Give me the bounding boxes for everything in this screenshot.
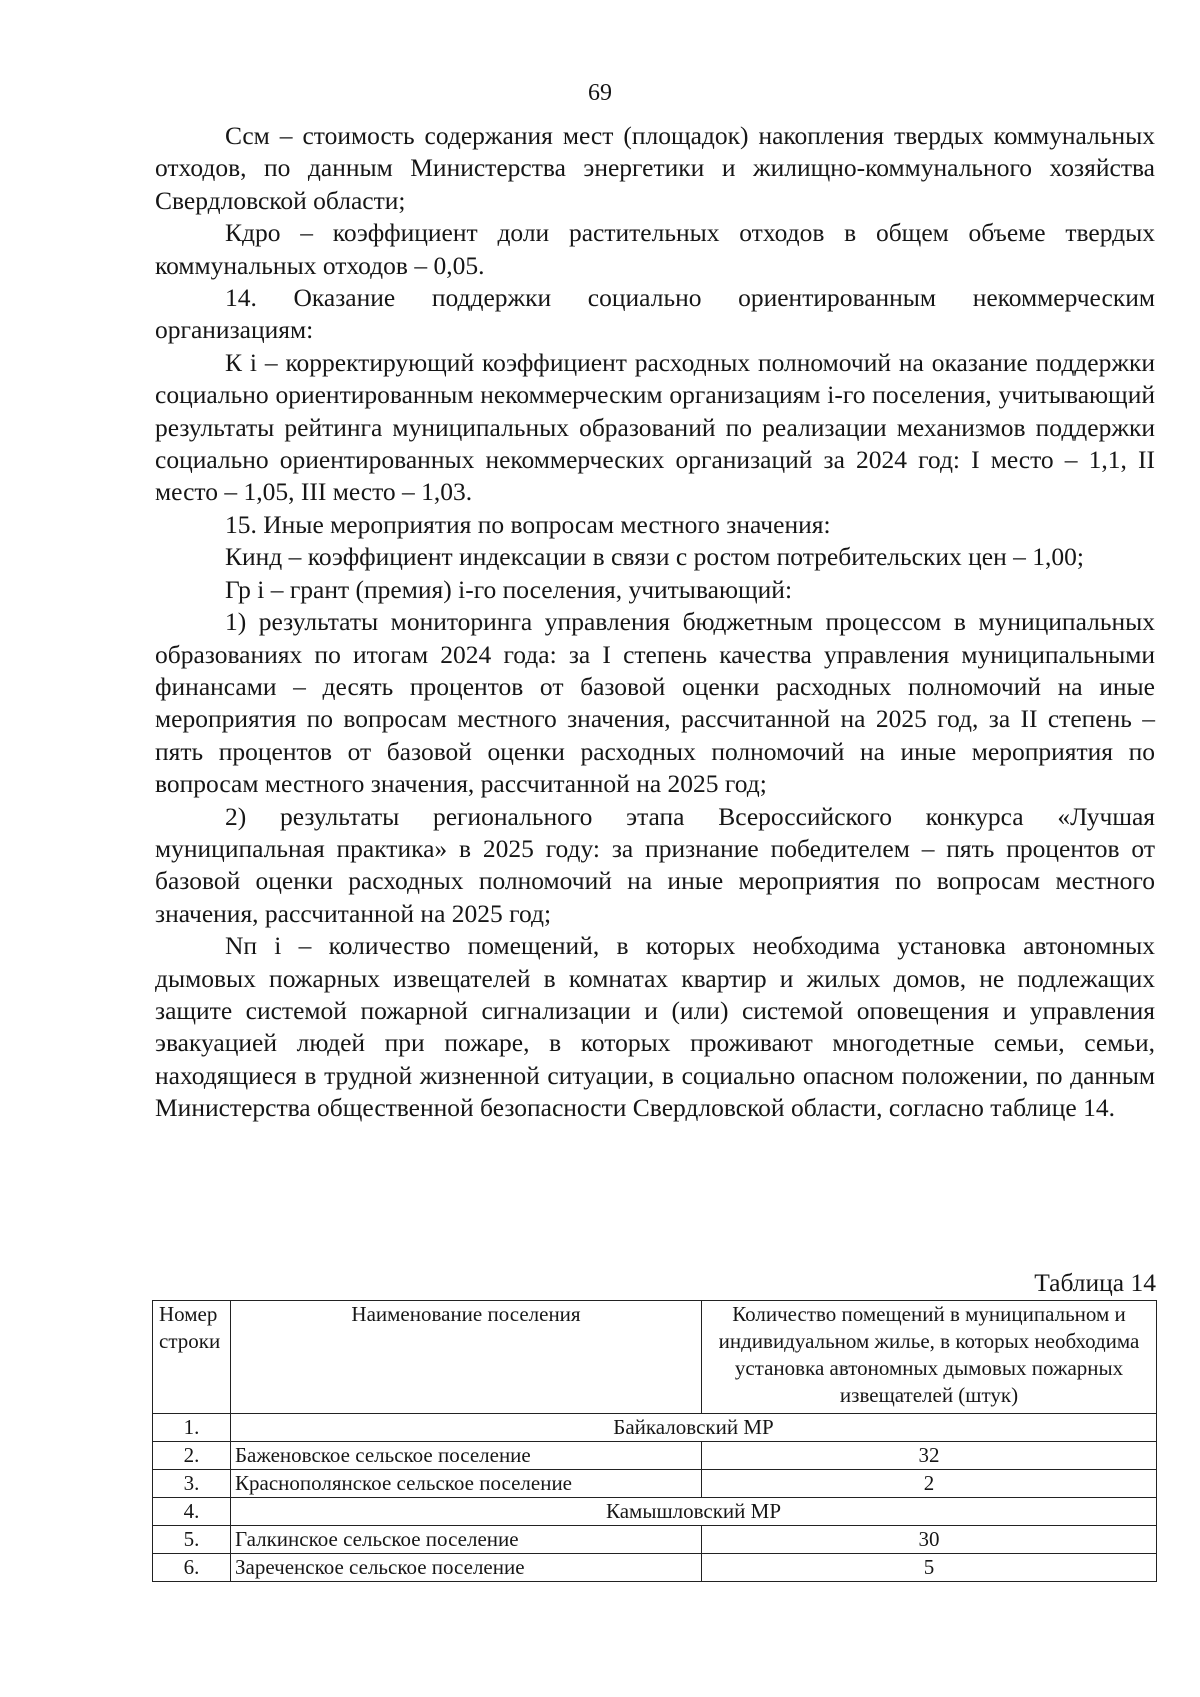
paragraph-grant-item-2: 2) результаты регионального этапа Всероссийского конкурса «Лучшая муниципальная практика» в 2025 году: за признание победителем – пять процентов от базовой оценки расходных полномочий на иные мероприятия по вопросам местного значения, рассчитанной на 2025 год;	[155, 801, 1155, 928]
table-row	[153, 1442, 1157, 1470]
row-number: 4.	[153, 1498, 231, 1526]
row-number: 1.	[153, 1414, 231, 1442]
settlement-name: Зареченское сельское поселение	[231, 1554, 702, 1582]
premises-count: 30	[702, 1526, 1157, 1554]
premises-count: 2	[702, 1470, 1157, 1498]
table-row	[153, 1498, 1157, 1526]
row-number: 6.	[153, 1554, 231, 1582]
district-group-label: Камышловский МР	[231, 1498, 1157, 1526]
table-row	[153, 1470, 1157, 1498]
row-number: 5.	[153, 1526, 231, 1554]
table-row	[153, 1414, 1157, 1442]
paragraph-gr-definition: Гр i – грант (премия) i-го поселения, учитывающий:	[225, 574, 793, 604]
body-text	[155, 120, 1155, 1125]
settlement-name: Баженовское сельское поселение	[231, 1442, 702, 1470]
premises-count: 32	[702, 1442, 1157, 1470]
paragraph-section-15-heading: 15. Иные мероприятия по вопросам местного значения:	[225, 509, 831, 539]
row-number: 3.	[153, 1470, 231, 1498]
page-number: 69	[588, 80, 612, 106]
paragraph-kdro-definition: Кдро – коэффициент доли растительных отходов в общем объеме твердых коммунальных отходов – 0,05.	[155, 218, 1155, 280]
paragraph-grant-item-1: 1) результаты мониторинга управления бюджетным процессом в муниципальных образованиях по итогам 2024 года: за I степень качества управления муниципальными финансами – десять процентов от базовой оценки расходных полномочий на иные мероприятия по вопросам местного значения, рассчитанной на 2025 год, за II степень – пять процентов от базовой оценки расходных полномочий на иные мероприятия по вопросам местного значения, рассчитанной на 2025 год;	[155, 607, 1155, 799]
paragraph-np-definition: Nп i – количество помещений, в которых необходима установка автономных дымовых пожарных извещателей в комнатах квартир и жилых домов, не подлежащих защите системой пожарной сигнализации и (или) системой оповещения и управления эвакуацией людей при пожаре, в которых проживают многодетные семьи, семьи, находящиеся в трудной жизненной ситуации, в социально опасном положении, по данным Министерства общественной безопасности Свердловской области, согласно таблице 14.	[155, 931, 1155, 1123]
table-row	[153, 1526, 1157, 1554]
paragraph-ssm-definition: Ссм – стоимость содержания мест (площадок) накопления твердых коммунальных отходов, по данным Министерства энергетики и жилищно-коммунального хозяйства Свердловской области;	[155, 121, 1155, 215]
paragraph-ki-definition: К i – корректирующий коэффициент расходных полномочий на оказание поддержки социально ориентированным некоммерческим организациям i-го поселения, учитывающий результаты рейтинга муниципальных образований по реализации механизмов поддержки социально ориентированных некоммерческих организаций за 2024 год: I место – 1,1, II место – 1,05, III место – 1,03.	[155, 347, 1155, 507]
table-header-row	[153, 1301, 1157, 1414]
settlements-table	[152, 1300, 1157, 1582]
table-caption: Таблица 14	[1034, 1268, 1156, 1297]
premises-count: 5	[702, 1554, 1157, 1582]
header-row-number: Номер строки	[153, 1301, 231, 1414]
row-number: 2.	[153, 1442, 231, 1470]
header-premises-count: Количество помещений в муниципальном и индивидуальном жилье, в которых необходима установка автономных дымовых пожарных извещателей (штук)	[702, 1301, 1157, 1414]
paragraph-section-14-heading: 14. Оказание поддержки социально ориентированным некоммерческим организациям:	[155, 283, 1155, 345]
header-settlement-name: Наименование поселения	[231, 1301, 702, 1414]
settlement-name: Краснополянское сельское поселение	[231, 1470, 702, 1498]
district-group-label: Байкаловский МР	[231, 1414, 1157, 1442]
table-row	[153, 1554, 1157, 1582]
settlement-name: Галкинское сельское поселение	[231, 1526, 702, 1554]
paragraph-kind-definition: Кинд – коэффициент индексации в связи с ростом потребительских цен – 1,00;	[225, 542, 1084, 572]
